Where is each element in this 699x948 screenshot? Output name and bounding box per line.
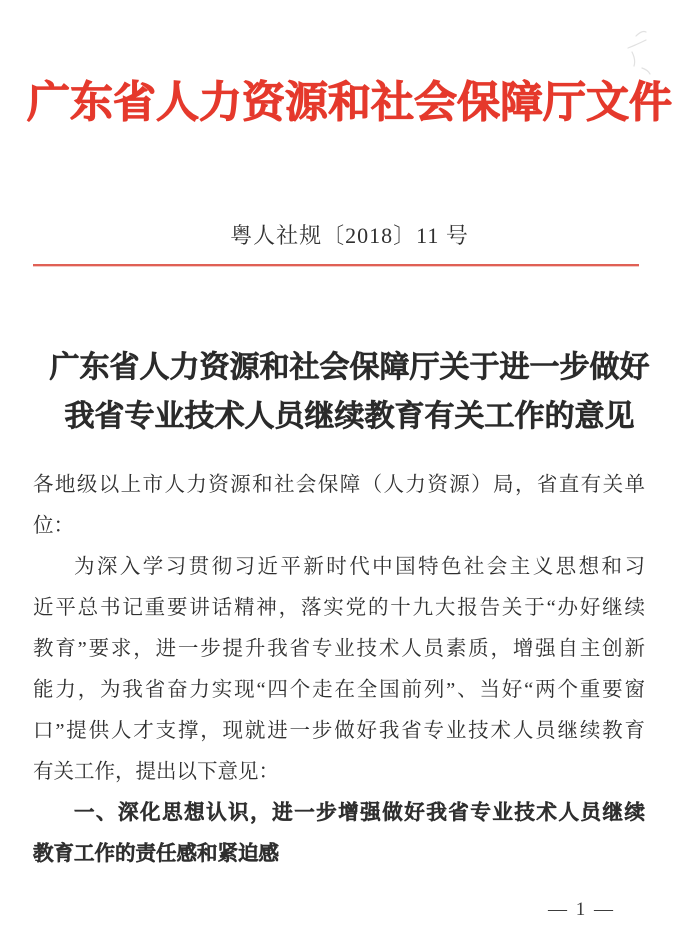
document-title-line1: 广东省人力资源和社会保障厅关于进一步做好	[49, 351, 650, 384]
paragraph1-line-5: 口”提供人才支撑，现就进一步做好我省专业技术人员继续教育	[33, 720, 645, 742]
paragraph1-line-6: 有关工作，提出以下意见：	[33, 761, 279, 783]
document-title-line2: 我省专业技术人员继续教育有关工作的意见	[64, 400, 635, 433]
red-divider-line	[33, 264, 639, 266]
paragraph1-line-1: 为深入学习贯彻习近平新时代中国特色社会主义思想和习	[74, 556, 645, 578]
salutation-line-1: 各地级以上市人力资源和社会保障（人力资源）局，省直有关单	[33, 474, 645, 496]
document-title	[0, 343, 699, 441]
salutation-line-2: 位：	[33, 515, 74, 537]
section1-heading-line-2: 教育工作的责任感和紧迫感	[33, 843, 279, 865]
paragraph1-line-4: 能力，为我省奋力实现“四个走在全国前列”、当好“两个重要窗	[33, 679, 645, 701]
doc-number: 粤人社规〔2018〕11 号	[230, 223, 469, 248]
document-body	[33, 465, 645, 875]
paragraph1-line-2: 近平总书记重要讲话精神，落实党的十九大报告关于“办好继续	[33, 597, 645, 619]
paragraph1-line-3: 教育”要求，进一步提升我省专业技术人员素质，增强自主创新	[33, 638, 645, 660]
section1-heading-line-1: 一、深化思想认识，进一步增强做好我省专业技术人员继续	[74, 802, 645, 824]
letterhead-title: 广东省人力资源和社会保障厅文件	[27, 80, 672, 127]
page-number: — 1 —	[548, 899, 615, 920]
